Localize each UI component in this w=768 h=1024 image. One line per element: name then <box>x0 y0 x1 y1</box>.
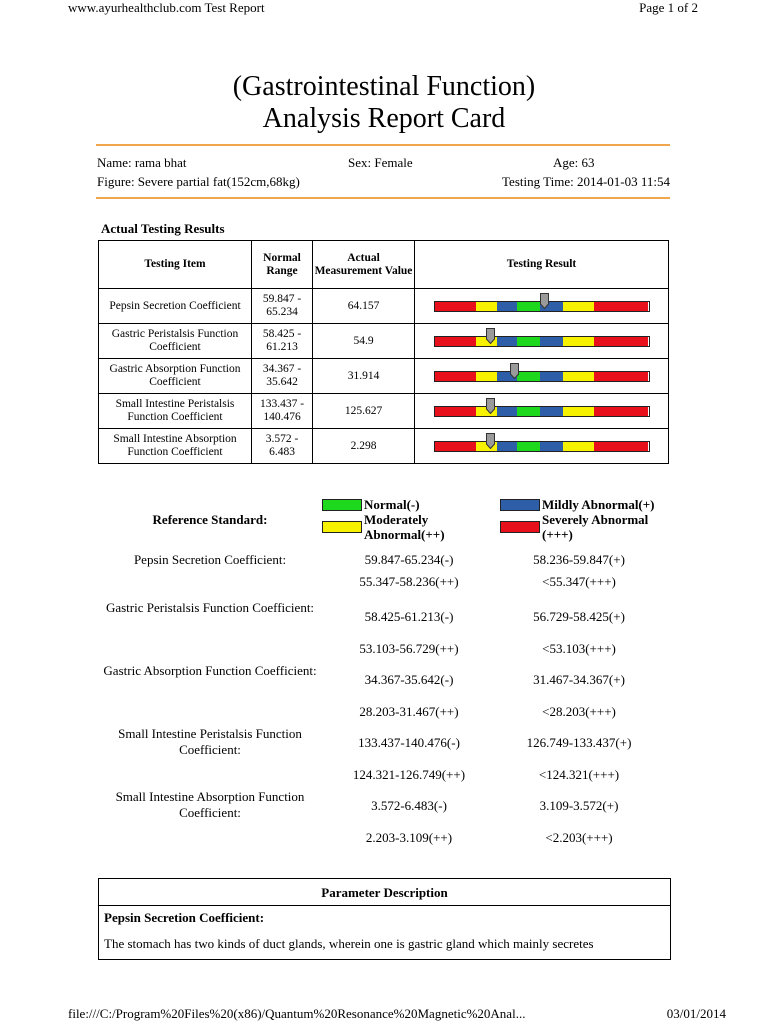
reference-severe: <28.203(+++) <box>542 704 616 719</box>
normal-range: 59.847 - 65.234 <box>252 289 313 324</box>
reference-mild: 56.729-58.425(+) <box>533 609 625 624</box>
parameter-subtitle: Pepsin Secretion Coefficient: <box>104 910 265 925</box>
bar-segment <box>517 337 541 346</box>
reference-normal: 34.367-35.642(-) <box>364 672 454 687</box>
testing-item: Gastric Absorption Function Coefficient <box>99 359 252 394</box>
measurement-value: 54.9 <box>313 324 415 359</box>
bar-segment <box>476 302 496 311</box>
testing-result <box>415 324 669 359</box>
bar-segment <box>563 337 594 346</box>
result-row <box>99 394 669 429</box>
reference-moderate: 124.321-126.749(++) <box>352 767 466 782</box>
col-header-item: Testing Item <box>99 241 252 289</box>
bar-segment <box>540 337 562 346</box>
reference-moderate: 53.103-56.729(++) <box>359 641 459 656</box>
result-pointer-icon <box>486 433 495 449</box>
result-bar <box>434 336 650 347</box>
result-row <box>99 359 669 394</box>
normal-range: 133.437 - 140.476 <box>252 394 313 429</box>
reference-normal: 59.847-65.234(-) <box>364 552 454 567</box>
patient-sex: Sex: Female <box>348 155 413 170</box>
patient-age: Age: 63 <box>553 155 595 170</box>
bar-segment <box>563 372 594 381</box>
reference-item-name: Gastric Absorption Function Coefficient: <box>103 663 317 678</box>
bar-segment <box>594 302 649 311</box>
bar-segment <box>563 302 594 311</box>
bar-segment <box>540 442 562 451</box>
bar-segment <box>435 407 477 416</box>
normal-range: 34.367 - 35.642 <box>252 359 313 394</box>
bar-segment <box>497 302 517 311</box>
testing-item: Small Intestine Absorption Function Coefficient <box>99 429 252 464</box>
reference-moderate: 28.203-31.467(++) <box>359 704 459 719</box>
measurement-value: 31.914 <box>313 359 415 394</box>
reference-item-name: Pepsin Secretion Coefficient: <box>133 552 287 567</box>
result-pointer-icon <box>486 398 495 414</box>
bar-segment <box>594 407 649 416</box>
reference-normal: 133.437-140.476(-) <box>358 735 460 750</box>
parameter-text: The stomach has two kinds of duct glands, wherein one is gastric gland which mainly secretes <box>104 936 594 951</box>
site-url: www.ayurhealthclub.com Test Report <box>68 0 265 15</box>
report-title-line2: Analysis Report Card <box>262 103 506 134</box>
results-body <box>99 289 669 464</box>
reference-moderate: 2.203-3.109(++) <box>365 830 453 845</box>
reference-item-name: Small Intestine Peristalsis Function Coefficient: <box>118 726 302 757</box>
testing-item: Small Intestine Peristalsis Function Coefficient <box>99 394 252 429</box>
legend-mild-swatch <box>500 499 540 511</box>
result-bar <box>434 371 650 382</box>
reference-label: Reference Standard: <box>152 512 268 527</box>
bar-segment <box>435 442 477 451</box>
reference-severe: <53.103(+++) <box>542 641 616 656</box>
result-bar <box>434 406 650 417</box>
reference-item-name: Gastric Peristalsis Function Coefficient: <box>105 600 315 615</box>
result-bar <box>434 301 650 312</box>
bar-segment <box>435 372 477 381</box>
bar-segment <box>540 372 562 381</box>
legend-severe-label: Severely Abnormal (+++) <box>542 512 649 542</box>
parameter-title: Parameter Description <box>99 879 670 906</box>
reference-mild: 126.749-133.437(+) <box>526 735 632 750</box>
reference-severe: <2.203(+++) <box>545 830 613 845</box>
normal-range: 58.425 - 61.213 <box>252 324 313 359</box>
divider-bottom <box>96 197 670 199</box>
bar-segment <box>497 407 517 416</box>
measurement-value: 125.627 <box>313 394 415 429</box>
bar-segment <box>497 442 517 451</box>
patient-name: Name: rama bhat <box>97 155 187 170</box>
reference-severe: <124.321(+++) <box>538 767 620 782</box>
result-pointer-icon <box>510 363 519 379</box>
page-number: Page 1 of 2 <box>639 0 698 15</box>
legend-normal-label: Normal(-) <box>364 497 420 512</box>
divider-top <box>96 144 670 146</box>
legend-severe-swatch <box>500 521 540 533</box>
result-row <box>99 429 669 464</box>
testing-time: Testing Time: 2014-01-03 11:54 <box>502 174 670 189</box>
bar-segment <box>435 337 477 346</box>
bar-segment <box>517 407 541 416</box>
reference-mild: 58.236-59.847(+) <box>533 552 625 567</box>
measurement-value: 64.157 <box>313 289 415 324</box>
bar-segment <box>540 407 562 416</box>
reference-mild: 31.467-34.367(+) <box>533 672 625 687</box>
testing-result <box>415 429 669 464</box>
legend-normal-swatch <box>322 499 362 511</box>
bar-segment <box>594 442 649 451</box>
bar-segment <box>517 302 541 311</box>
bar-segment <box>517 442 541 451</box>
bar-segment <box>594 337 649 346</box>
bar-segment <box>563 407 594 416</box>
file-path: file:///C:/Program%20Files%20(x86)/Quantum%20Resonance%20Magnetic%20Anal... <box>68 1006 526 1021</box>
legend-moderate-label: Moderately Abnormal(++) <box>364 512 445 542</box>
reference-normal: 3.572-6.483(-) <box>371 798 447 813</box>
legend-mild-label: Mildly Abnormal(+) <box>542 497 655 512</box>
testing-item: Gastric Peristalsis Function Coefficient <box>99 324 252 359</box>
col-header-actual: Actual Measurement Value <box>313 241 415 289</box>
normal-range: 3.572 - 6.483 <box>252 429 313 464</box>
measurement-value: 2.298 <box>313 429 415 464</box>
bar-segment <box>517 372 541 381</box>
print-date: 03/01/2014 <box>666 1006 726 1021</box>
bar-segment <box>497 337 517 346</box>
parameter-description <box>98 878 671 960</box>
reference-moderate: 55.347-58.236(++) <box>359 574 459 589</box>
result-pointer-icon <box>486 328 495 344</box>
legend-moderate-swatch <box>322 521 362 533</box>
result-bar <box>434 441 650 452</box>
bar-segment <box>563 442 594 451</box>
bar-segment <box>476 372 496 381</box>
col-header-result: Testing Result <box>415 241 669 289</box>
results-section-title: Actual Testing Results <box>101 221 225 236</box>
results-table <box>98 240 669 464</box>
reference-normal: 58.425-61.213(-) <box>364 609 454 624</box>
result-pointer-icon <box>540 293 549 309</box>
reference-item-name: Small Intestine Absorption Function Coefficient: <box>115 789 305 820</box>
result-row <box>99 289 669 324</box>
bar-segment <box>594 372 649 381</box>
result-row <box>99 324 669 359</box>
testing-result <box>415 289 669 324</box>
reference-severe: <55.347(+++) <box>542 574 616 589</box>
col-header-normal: Normal Range <box>252 241 313 289</box>
testing-result <box>415 394 669 429</box>
report-title-line1: (Gastrointestinal Function) <box>232 71 536 102</box>
bar-segment <box>435 302 477 311</box>
patient-figure: Figure: Severe partial fat(152cm,68kg) <box>97 174 300 189</box>
testing-result <box>415 359 669 394</box>
results-header-row <box>99 241 669 289</box>
reference-mild: 3.109-3.572(+) <box>539 798 619 813</box>
testing-item: Pepsin Secretion Coefficient <box>99 289 252 324</box>
